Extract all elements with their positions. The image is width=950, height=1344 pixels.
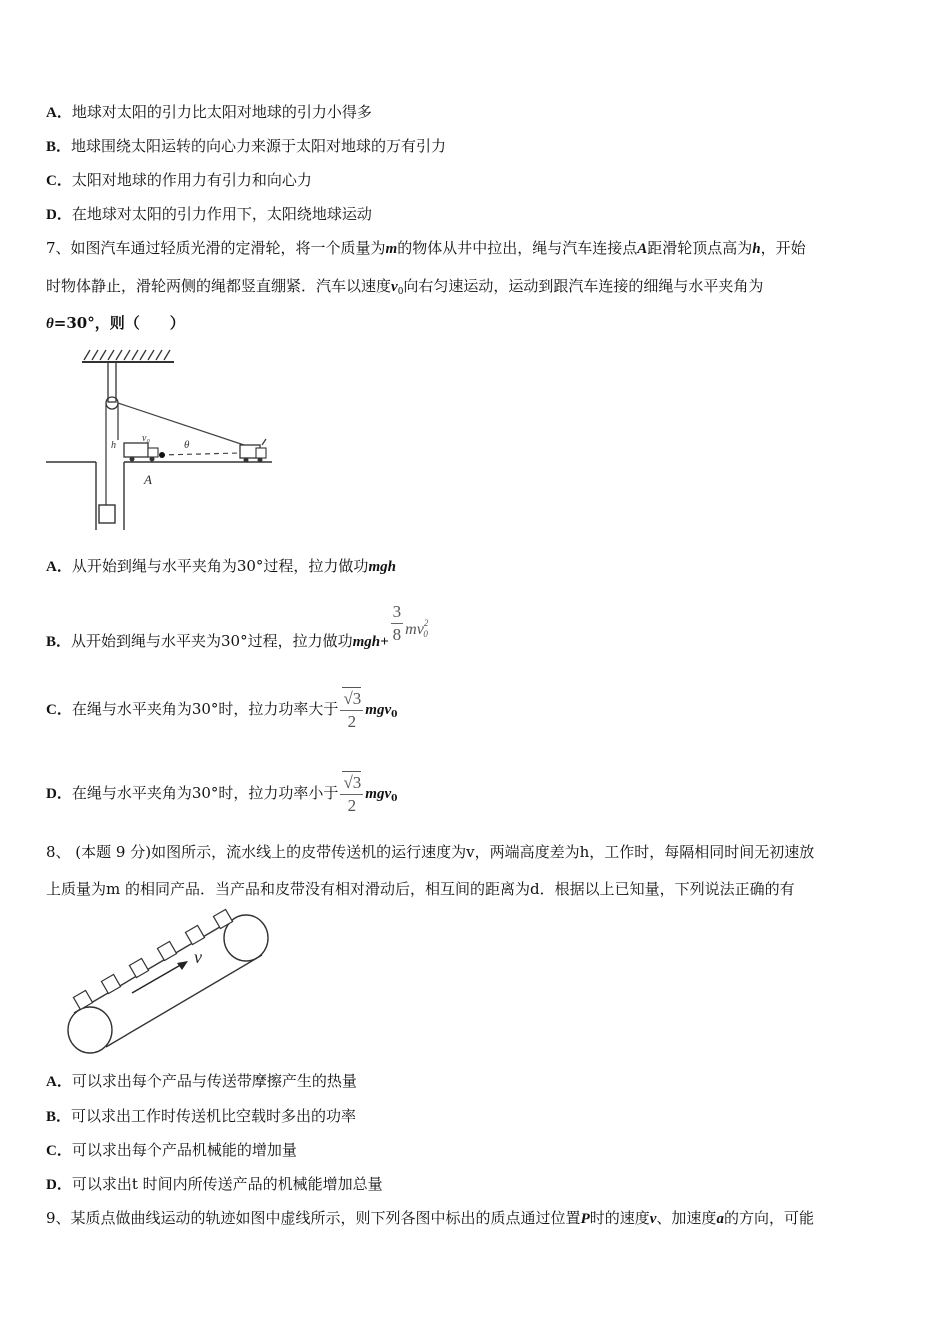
q7-figure-label-v0: v₀ [142,433,150,444]
q7-c-fraction: $\frac{√3}{2}$ [340,687,363,733]
q8-figure-label-v: v [194,947,202,967]
q7-figure-label-theta: θ [184,439,190,451]
q7-option-a: A．从开始到绳与水平夹角为30°过程，拉力做功mgh [46,557,396,575]
q7-option-b: B．从开始到绳与水平夹为30°过程，拉力做功mgh+ $\frac{3}{8}$ $mv^2_0$ [46,602,429,650]
q8-stem-line2: 上质量为m 的相同产品．当产品和皮带没有相对滑动后，相互间的距离为d．根据以上已知量，下列说法正确的有 [46,880,795,898]
q8-option-b: B．可以求出工作时传送机比空载时多出的功率 [46,1107,357,1125]
q7-figure-label-a: A [144,472,152,487]
q6-option-b: B．地球围绕太阳运转的向心力来源于太阳对地球的万有引力 [46,137,447,155]
q7-stem-line1: 7、如图汽车通过轻质光滑的定滑轮，将一个质量为m的物体从井中拉出，绳与汽车连接点A距滑轮顶点高为h，开始 [46,239,806,257]
q7-figure-label-h: h [111,440,116,451]
q8-option-c: C．可以求出每个产品机械能的增加量 [46,1141,297,1159]
q6-option-d: D．在地球对太阳的引力作用下，太阳绕地球运动 [46,205,372,223]
q7-option-c: C．在绳与水平夹角为30°时，拉力功率大于 $\frac{√3}{2}$ mgv$_0$ [46,689,398,731]
q7-stem-line3: θ=30°，则（ ） [46,314,185,332]
q7-option-d: D．在绳与水平夹角为30°时，拉力功率小于 $\frac{√3}{2}$ mgv$_0$ [46,773,398,815]
q6-option-a: A．地球对太阳的引力比太阳对地球的引力小得多 [46,103,372,121]
q8-option-d: D．可以求出t 时间内所传送产品的机械能增加总量 [46,1175,383,1193]
q7-pulley-figure [44,345,274,535]
q7-b-fraction: $\frac{3}{8}$ [392,602,402,644]
q6-option-c: C．太阳对地球的作用力有引力和向心力 [46,171,312,189]
q9-stem-line1: 9、某质点做曲线运动的轨迹如图中虚线所示，则下列各图中标出的质点通过位置P时的速度v、加速度a的方向，可能 [46,1209,814,1227]
q8-stem-line1: 8、 (本题 9 分)如图所示，流水线上的皮带传送机的运行速度为v，两端高度差为h，工作时，每隔相同时间无初速放 [46,843,815,861]
q7-stem-line2: 时物体静止，滑轮两侧的绳都竖直绷紧．汽车以速度$v_0$向右匀速运动，运动到跟汽车连接的细绳与水平夹角为 [46,277,764,297]
q8-option-a: A．可以求出每个产品与传送带摩擦产生的热量 [46,1072,357,1090]
q7-d-fraction: $\frac{√3}{2}$ [340,771,363,817]
q8-conveyor-figure [64,905,276,1060]
